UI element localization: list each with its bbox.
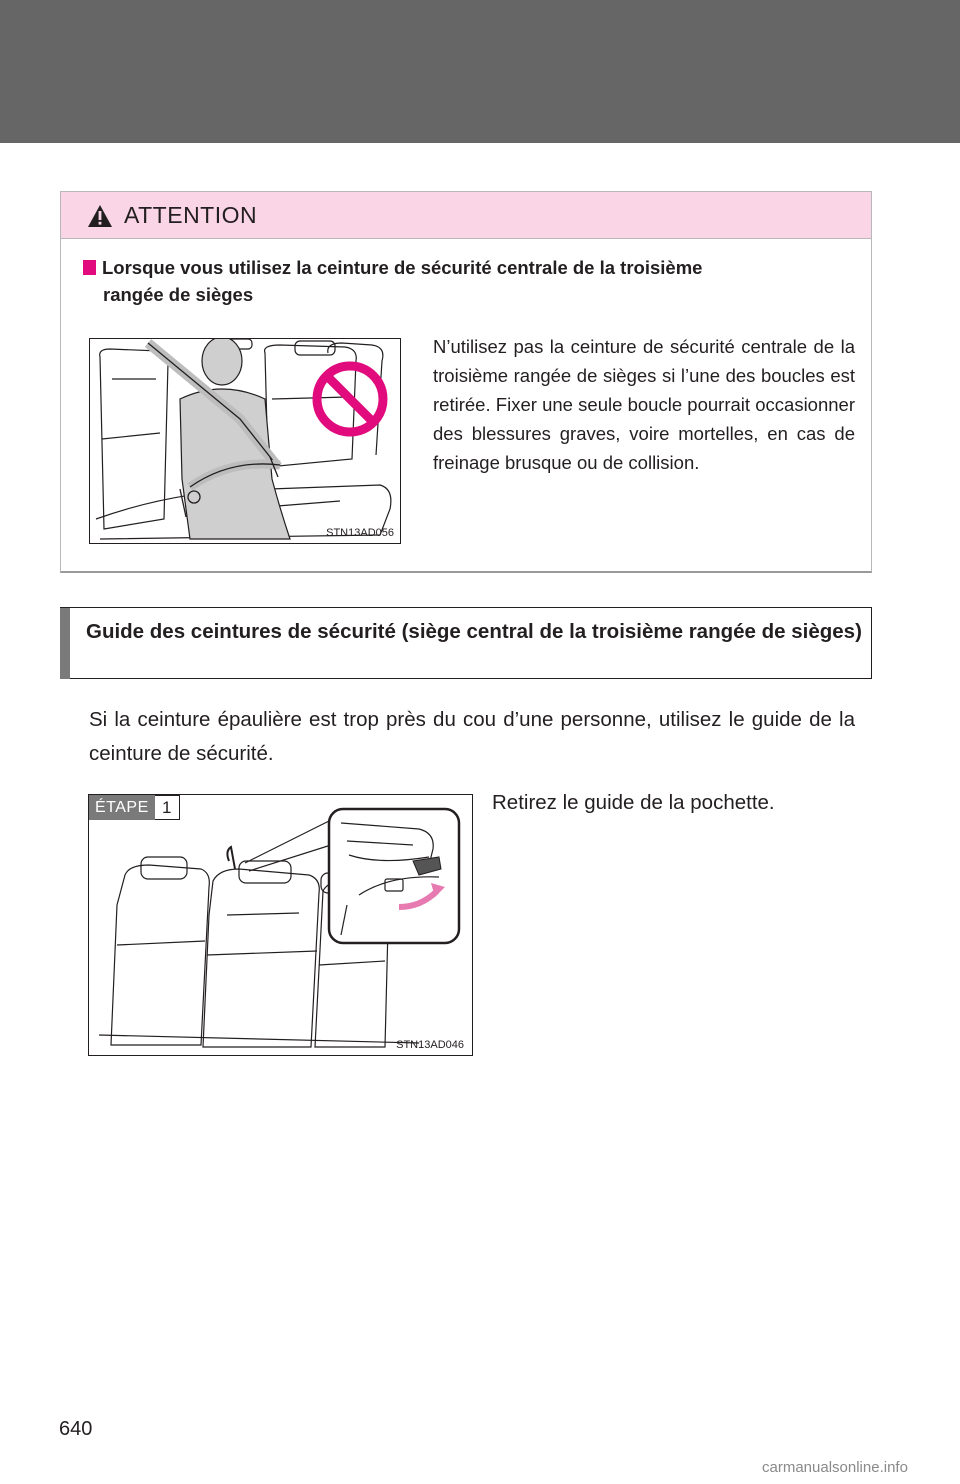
figure-code: STN13AD046 <box>396 1039 464 1051</box>
attention-box <box>60 191 872 573</box>
step-badge <box>89 795 180 820</box>
warning-triangle-icon <box>87 204 113 228</box>
seat-guide-illustration <box>89 795 473 1056</box>
attention-body-text: N’utilisez pas la ceinture de sécurité centrale de la troisième rangée de sièges si l’une des boucles est retirée. Fixer une seule boucle pourrait occasionner des blessures graves, voire mortelles, en cas de freinage brusque ou de collision. <box>433 336 855 473</box>
header-band <box>0 0 960 143</box>
step1-text: Retirez le guide de la pochette. <box>492 791 775 814</box>
illustration-step1 <box>88 794 473 1056</box>
prohibition-icon <box>311 360 389 438</box>
watermark: carmanualsonline.info <box>762 1459 908 1476</box>
bullet-square-icon <box>83 260 96 275</box>
step-label: ÉTAPE <box>89 795 155 820</box>
section-title: Guide des ceintures de sécurité (siège central de la troisième rangée de sièges) <box>86 620 862 643</box>
figure-code: STN13AD056 <box>326 527 394 539</box>
attention-title: ATTENTION <box>124 202 258 228</box>
section-intro: Si la ceinture épaulière est trop près du cou d’une personne, utilisez le guide de la ceinture de sécurité. <box>89 708 855 765</box>
attention-subheading: Lorsque vous utilisez la ceinture de sécurité centrale de la troisième rangée de sièges <box>83 254 859 308</box>
section-heading <box>60 607 872 679</box>
page-number: 640 <box>59 1418 93 1440</box>
step-number: 1 <box>155 795 180 820</box>
section-heading-bar <box>60 608 70 679</box>
attention-header <box>61 192 871 239</box>
